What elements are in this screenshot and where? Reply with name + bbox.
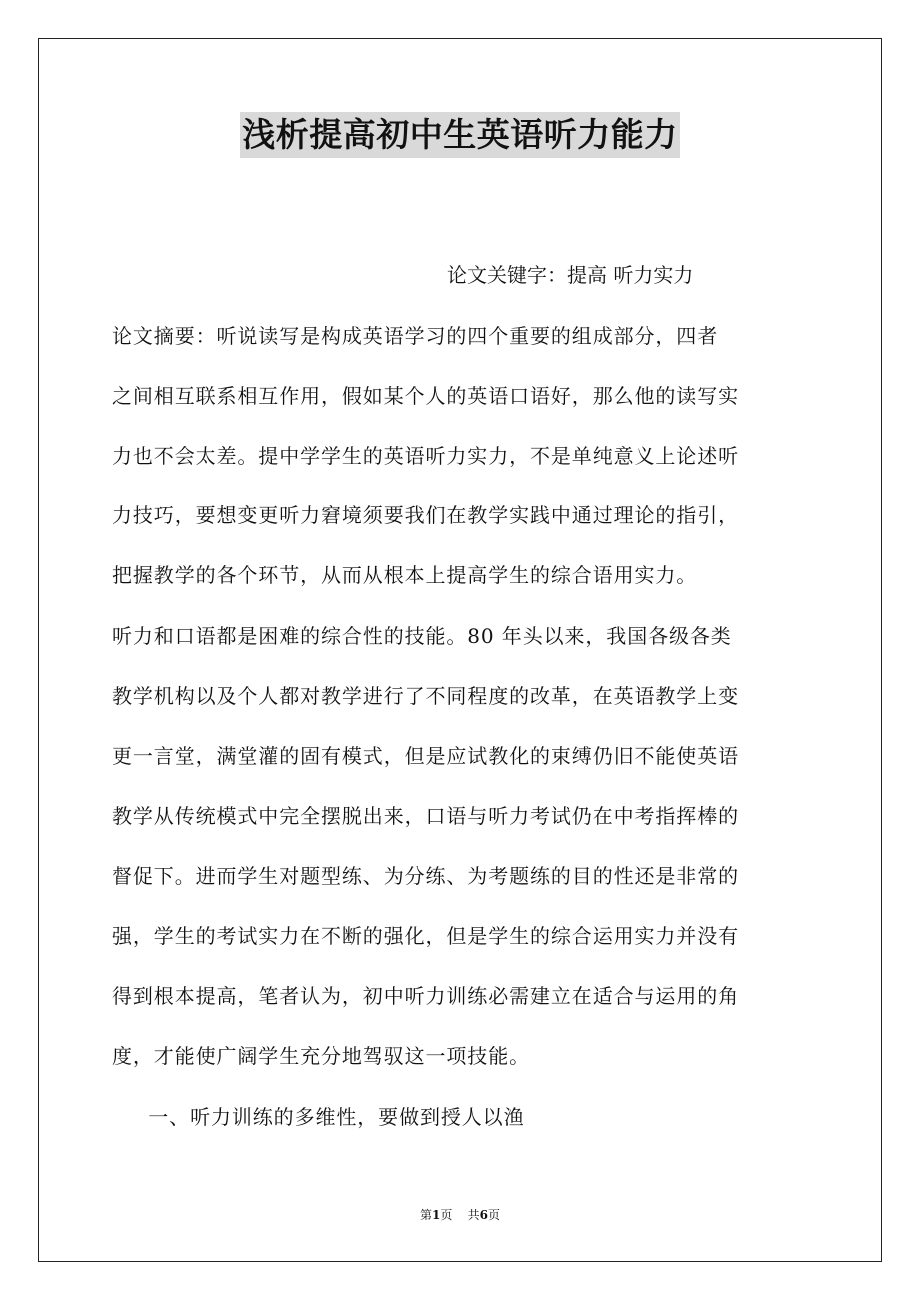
document-title: 浅析提高初中生英语听力能力 [240,112,680,158]
body-line-2: 教学机构以及个人都对教学进行了不同程度的改革，在英语教学上变 [112,684,739,708]
abstract-line-3: 力也不会太差。提中学学生的英语听力实力，不是单纯意义上论述听 [112,444,739,468]
total-unit: 页 [488,1208,501,1222]
abstract-line-1: 论文摘要：听说读写是构成英语学习的四个重要的组成部分，四者 [112,324,719,348]
abstract-line-2: 之间相互联系相互作用，假如某个人的英语口语好，那么他的读写实 [112,384,739,408]
page-footer [0,1206,920,1224]
page-unit: 页 [440,1208,453,1222]
document-title-container [0,112,920,158]
body-line-6: 强，学生的考试实力在不断的强化，但是学生的综合运用实力并没有 [112,924,739,948]
body-line-7: 得到根本提高，笔者认为，初中听力训练必需建立在适合与运用的角 [112,984,739,1008]
body-line-3: 更一言堂，满堂灌的固有模式，但是应试教化的束缚仍旧不能使英语 [112,744,739,768]
page-total: 6 [479,1208,488,1222]
body-line-1: 听力和口语都是困难的综合性的技能。80 年头以来，我国各级各类 [112,624,732,648]
body-line-4: 教学从传统模式中完全摆脱出来，口语与听力考试仍在中考指挥棒的 [112,804,739,828]
abstract-line-5: 把握教学的各个环节，从而从根本上提高学生的综合语用实力。 [112,563,698,587]
page-current: 1 [431,1208,441,1222]
body-line-5: 督促下。进而学生对题型练、为分练、为考题练的目的性还是非常的 [112,864,739,888]
keywords-line: 论文关键字：提高 听力实力 [447,263,694,287]
total-prefix: 共 [467,1208,480,1222]
abstract-line-4: 力技巧，要想变更听力窘境须要我们在教学实践中通过理论的指引， [112,503,739,527]
section-heading-1: 一、听力训练的多维性，要做到授人以渔 [112,1105,525,1129]
page-prefix: 第 [419,1208,432,1222]
body-line-8: 度，才能使广阔学生充分地驾驭这一项技能。 [112,1044,530,1068]
